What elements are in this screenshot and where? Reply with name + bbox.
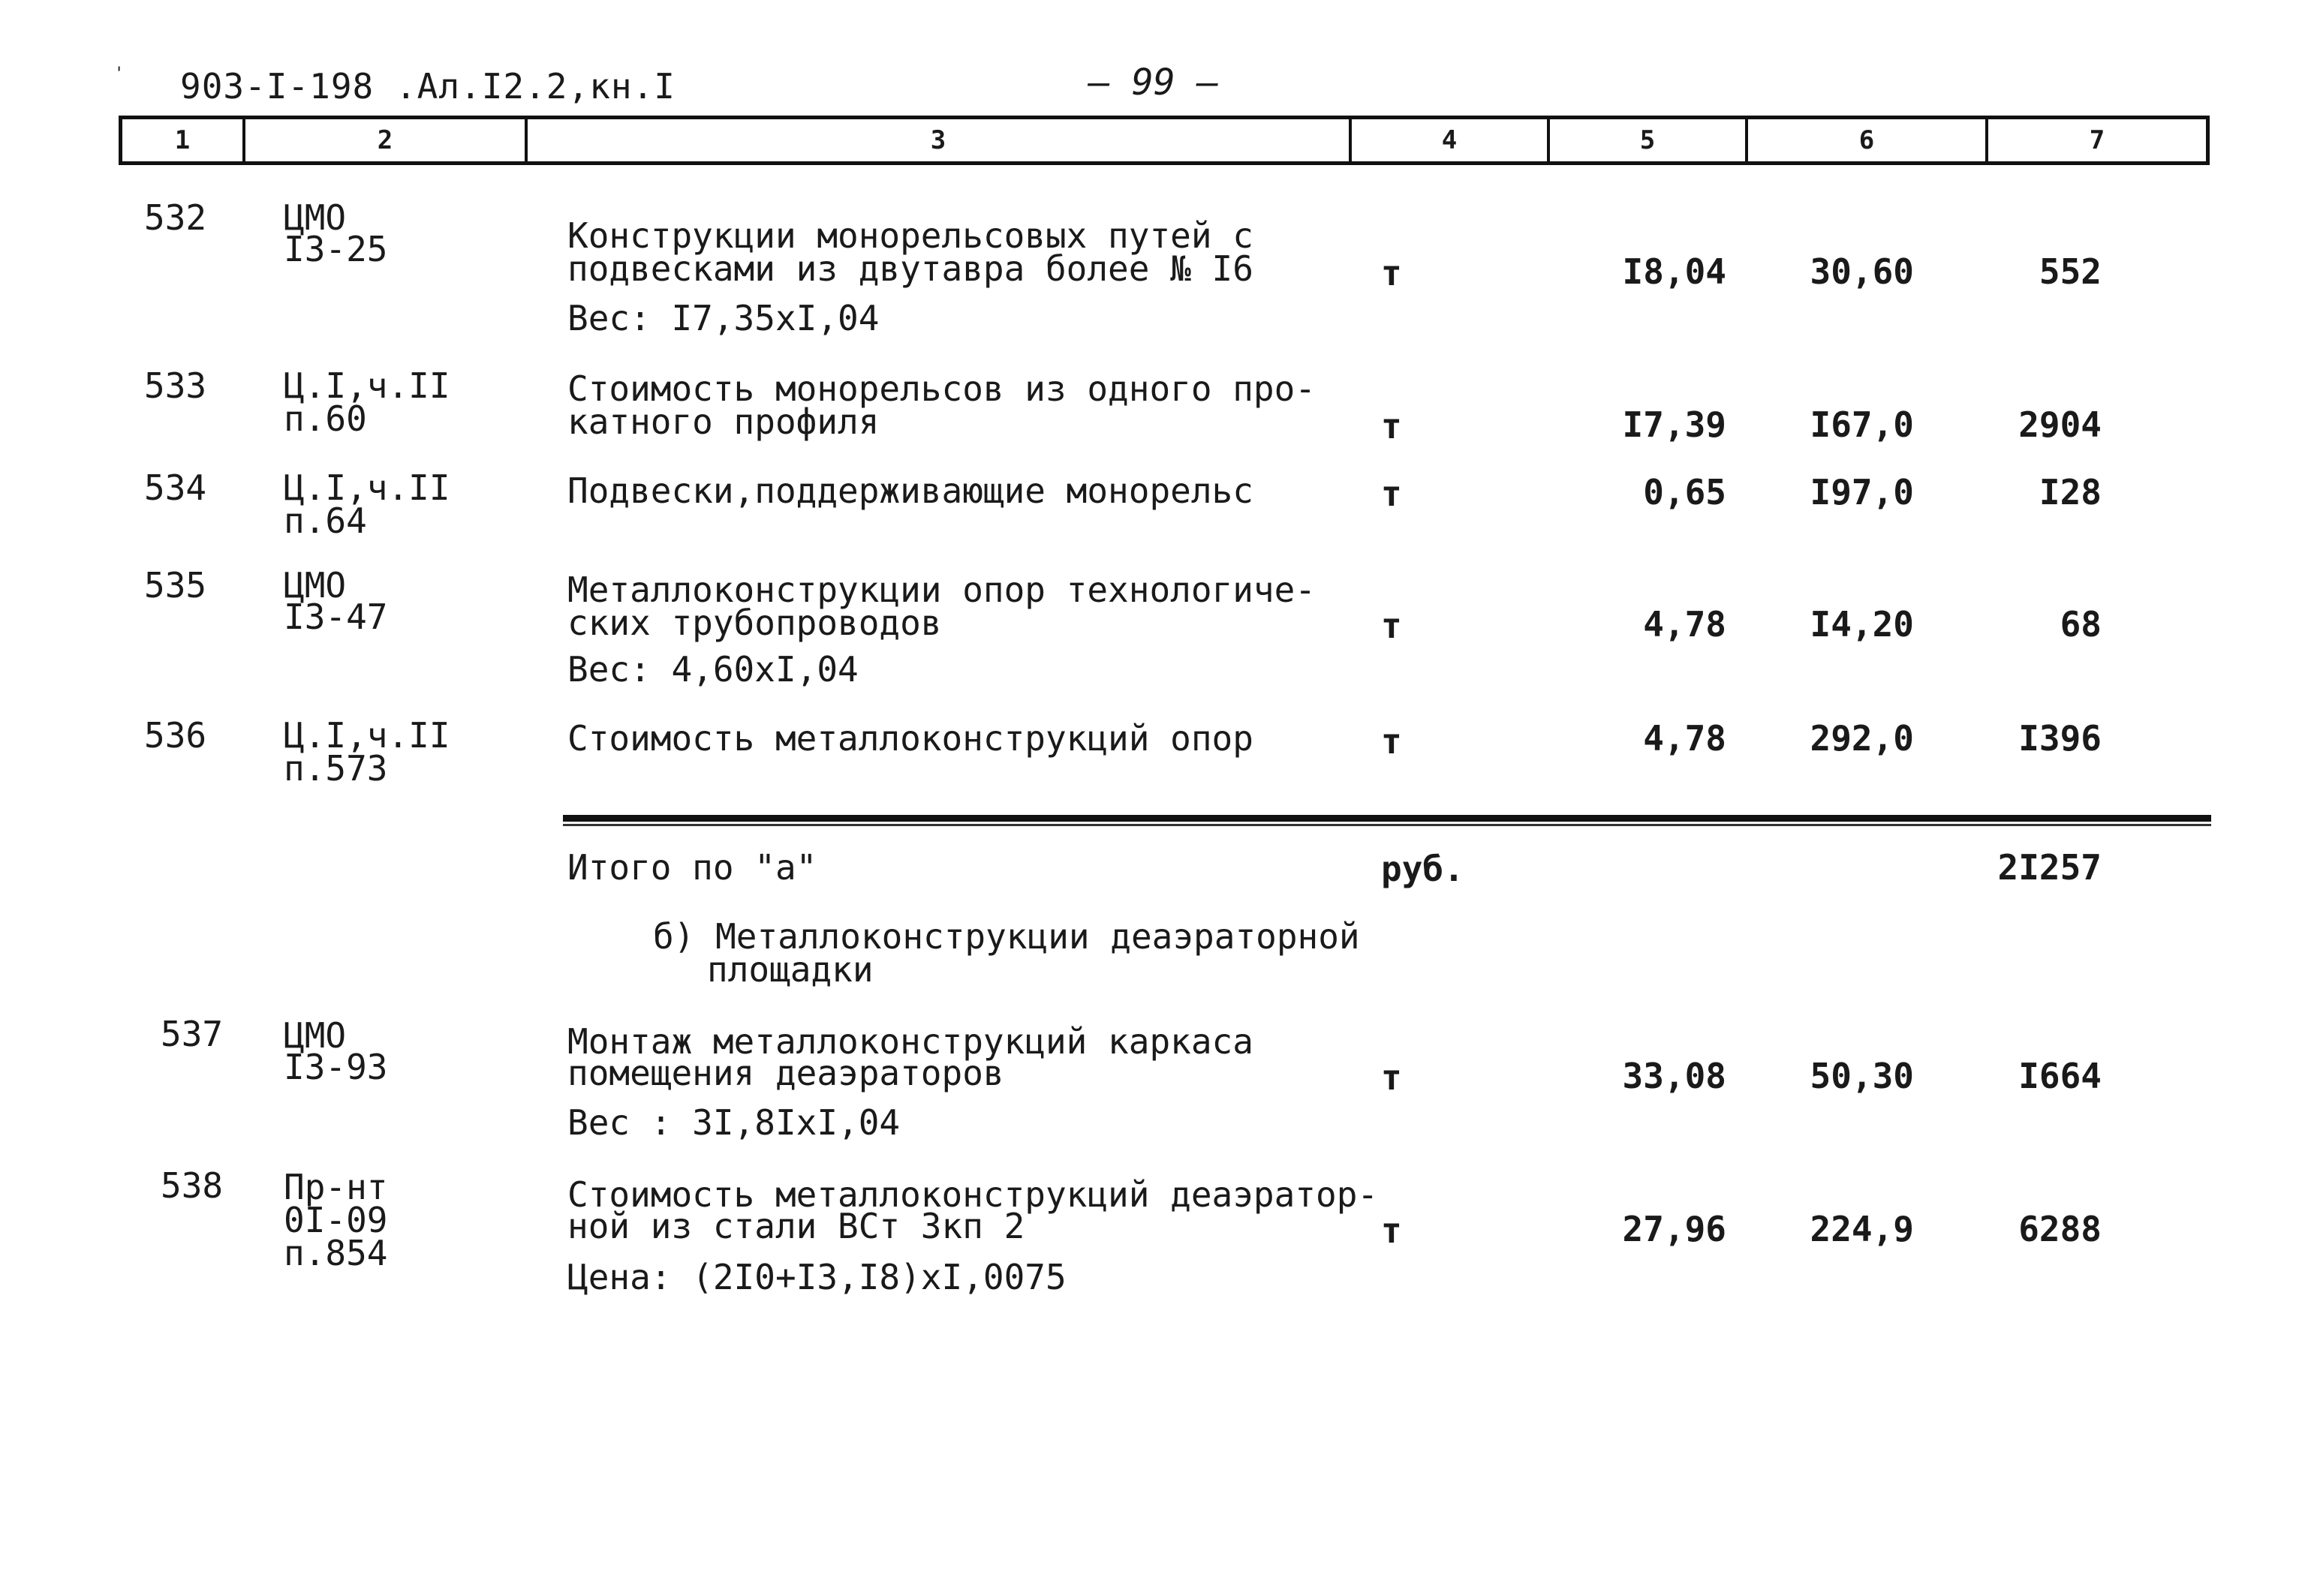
row-number: 536	[144, 715, 207, 756]
row-number: 533	[144, 365, 207, 406]
row-code-line: ЦМО	[284, 565, 347, 606]
row-unit: т	[1381, 721, 1402, 762]
row-note: Цена: (2I0+I3,I8)хI,0075	[567, 1257, 1067, 1297]
row-description-line: Стоимость монорельсов из одного про-	[567, 368, 1316, 409]
column-number-2: 2	[245, 119, 528, 161]
row-price: 50,30	[1810, 1056, 1914, 1096]
row-total: 68	[2060, 604, 2102, 645]
row-code-line: п.60	[284, 398, 367, 439]
section-heading-line: площадки	[707, 949, 874, 990]
row-price: 30,60	[1810, 251, 1914, 292]
row-price: I97,0	[1810, 472, 1914, 512]
row-code-line: п.854	[284, 1233, 388, 1273]
row-description-line: катного профиля	[567, 401, 880, 442]
row-price: 292,0	[1810, 718, 1914, 759]
column-number-4: 4	[1352, 119, 1550, 161]
page-number: — 99 —	[1088, 62, 1219, 104]
row-description-line: Металлоконструкции опор технологиче-	[567, 570, 1316, 610]
row-code-line: п.573	[284, 748, 388, 789]
column-number-1: 1	[122, 119, 245, 161]
row-price: I67,0	[1810, 404, 1914, 445]
subtotal-label: Итого по "а"	[567, 847, 817, 888]
row-description-line: ских трубопроводов	[567, 603, 942, 643]
row-code-line: п.64	[284, 500, 367, 541]
subtotal-rule	[563, 815, 2211, 822]
row-number: 537	[161, 1014, 224, 1054]
row-price: I4,20	[1810, 604, 1914, 645]
row-unit: т	[1381, 1210, 1402, 1251]
document-code: 903-I-198 .Ал.I2.2,кн.I	[180, 66, 676, 107]
row-price: 224,9	[1810, 1209, 1914, 1249]
row-description-line: Стоимость металлоконструкций деаэратор-	[567, 1174, 1379, 1215]
row-code-line: I3-93	[284, 1047, 388, 1087]
column-number-7: 7	[2089, 125, 2105, 155]
row-number: 534	[144, 467, 207, 508]
row-unit: т	[1381, 606, 1402, 646]
row-total: I664	[2018, 1056, 2102, 1096]
row-quantity: 0,65	[1643, 472, 1726, 512]
row-note: Вес: 4,60хI,04	[567, 649, 859, 690]
column-number-5: 5	[1550, 119, 1748, 161]
row-code-line: I3-25	[284, 229, 388, 269]
row-code-line: ЦМО	[284, 1015, 347, 1056]
row-quantity: 4,78	[1643, 604, 1726, 645]
row-quantity: I7,39	[1622, 404, 1726, 445]
row-code-line: Ц.I,ч.II	[284, 365, 450, 406]
column-number-6: 6	[1748, 119, 1988, 161]
row-number: 535	[144, 565, 207, 606]
row-total: 2904	[2018, 404, 2102, 445]
row-code-line: I3-47	[284, 597, 388, 637]
row-quantity: 33,08	[1622, 1056, 1726, 1096]
row-description-line: Конструкции монорельсовых путей с	[567, 215, 1253, 256]
row-note: Вес: I7,35хI,04	[567, 298, 880, 338]
row-note: Вес : 3I,8IхI,04	[567, 1102, 901, 1143]
row-description-line: подвесками из двутавра более № I6	[567, 248, 1253, 289]
subtotal-total: 2I257	[1997, 847, 2102, 888]
row-code-line: ЦМО	[284, 197, 347, 238]
column-number-3: 3	[528, 119, 1352, 161]
row-quantity: 27,96	[1622, 1209, 1726, 1249]
subtotal-unit: руб.	[1381, 849, 1464, 889]
row-description-line: Подвески,поддерживающие монорельс	[567, 470, 1253, 511]
row-description-line: ной из стали ВСт 3кп 2	[567, 1206, 1025, 1246]
row-description-line: помещения деаэраторов	[567, 1053, 1004, 1093]
row-unit: т	[1381, 473, 1402, 514]
row-total: 6288	[2018, 1209, 2102, 1249]
row-number: 532	[144, 197, 207, 238]
row-unit: т	[1381, 406, 1402, 446]
row-code-line: 0I-09	[284, 1200, 388, 1240]
row-quantity: 4,78	[1643, 718, 1726, 759]
subtotal-rule-underline	[563, 824, 2211, 826]
row-unit: т	[1381, 253, 1402, 293]
row-total: I396	[2018, 718, 2102, 759]
row-code-line: Ц.I,ч.II	[284, 467, 450, 508]
row-code-line: Ц.I,ч.II	[284, 715, 450, 756]
section-heading-line: б) Металлоконструкции деаэраторной	[653, 916, 1360, 957]
row-total: 552	[2039, 251, 2102, 292]
row-quantity: I8,04	[1622, 251, 1726, 292]
row-number: 538	[161, 1165, 224, 1206]
row-unit: т	[1381, 1057, 1402, 1098]
row-description-line: Стоимость металлоконструкций опор	[567, 718, 1253, 759]
column-number-header	[119, 116, 2210, 165]
row-total: I28	[2039, 472, 2102, 512]
scan-speck: '	[114, 65, 125, 83]
row-code-line: Пр-нт	[284, 1167, 388, 1207]
row-description-line: Монтаж металлоконструкций каркаса	[567, 1021, 1253, 1062]
